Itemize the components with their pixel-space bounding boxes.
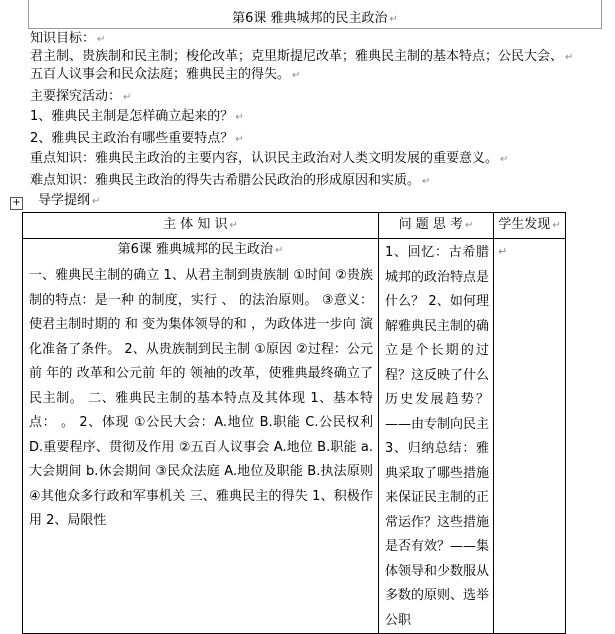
text-line: 五百人议事会和民众法庭；雅典民主的得失。 ↵: [30, 67, 301, 82]
table-move-handle[interactable]: +: [10, 197, 23, 210]
main-knowledge-cell[interactable]: [23, 239, 379, 634]
text-line: 1、雅典民主制是怎样确立起来的？ ↵: [30, 109, 244, 124]
text-line: 主要探究活动： ↵: [30, 89, 132, 104]
text-line: 君主制、贵族制和民主制；梭伦改革；克里斯提尼改革；雅典民主制的基本特点；公民大会、 ↵: [30, 49, 574, 64]
question-text: 1、回忆：古希腊城邦的政治特点是什么？ 2、如何理解雅典民主制的确立是个长期的过程？这反映了什么历史发展趋势？——由专制向民主 3、归纳总结：雅典采取了哪些措施来保证民主制的正常运作？这些措施是否有效？——集体领导和少数服从多数的原则、选举公职: [385, 245, 490, 628]
study-guide-table: [22, 212, 566, 634]
student-discovery-text: ↵: [498, 245, 508, 258]
document-title: 第6课 雅典城邦的民主政治 ↵: [232, 11, 398, 26]
document-title-bar: [28, 0, 602, 29]
main-knowledge-text: 一、雅典民主制的确立 1、从君主制到贵族制 ①时间 ②贵族制的特点：是一种 的制度，实行 、 的法治原则。 ③意义：使君主制时期的 和 变为集体领导的和 ，为政体进一步向 演化准备了条件。 2、从贵族制到民主制 ①原因 ②过程：公元前 年的 改革和公元前 年的 领袖的改革，使雅典最终确立了民主制。 二、雅典民主制的基本特点及其体现 1、基本特点： 。 2、体现 ①公民大会：A.地位 B.职能 C.公民权利 D.重要程序、贯彻及作用 ②五百人议事会 A.地位 B.职能 a.大会期间 b.休会期间 ③民众法庭 A.地位及职能 B.执法原则 ④其他众多行政和军事机关 三、雅典民主的得失 1、积极作用 2、局限性: [29, 268, 373, 528]
header-student-discovery: 学生发现 ↵: [494, 213, 566, 239]
table-header-row: [23, 213, 566, 239]
text-line: 导学提纲 ↵: [38, 193, 101, 208]
header-question-thinking: 问 题 思 考 ↵: [379, 213, 494, 239]
text-line: 难点知识：雅典民主政治的得失古希腊公民政治的形成原因和实质。 ↵: [30, 173, 431, 188]
text-line: 知识目标： ↵: [30, 31, 106, 46]
text-line: 重点知识：雅典民主政治的主要内容，认识民主政治对人类文明发展的重要意义。 ↵: [30, 151, 509, 166]
text-line: 2、雅典民主政治有哪些重要特点？ ↵: [30, 131, 244, 146]
student-discovery-cell[interactable]: [494, 239, 566, 634]
lesson-title: 第6课 雅典城邦的民主政治 ↵: [117, 242, 284, 257]
header-main-knowledge: 主 体 知 识 ↵: [23, 213, 379, 239]
question-cell[interactable]: [379, 239, 494, 634]
table-row: [23, 239, 566, 634]
